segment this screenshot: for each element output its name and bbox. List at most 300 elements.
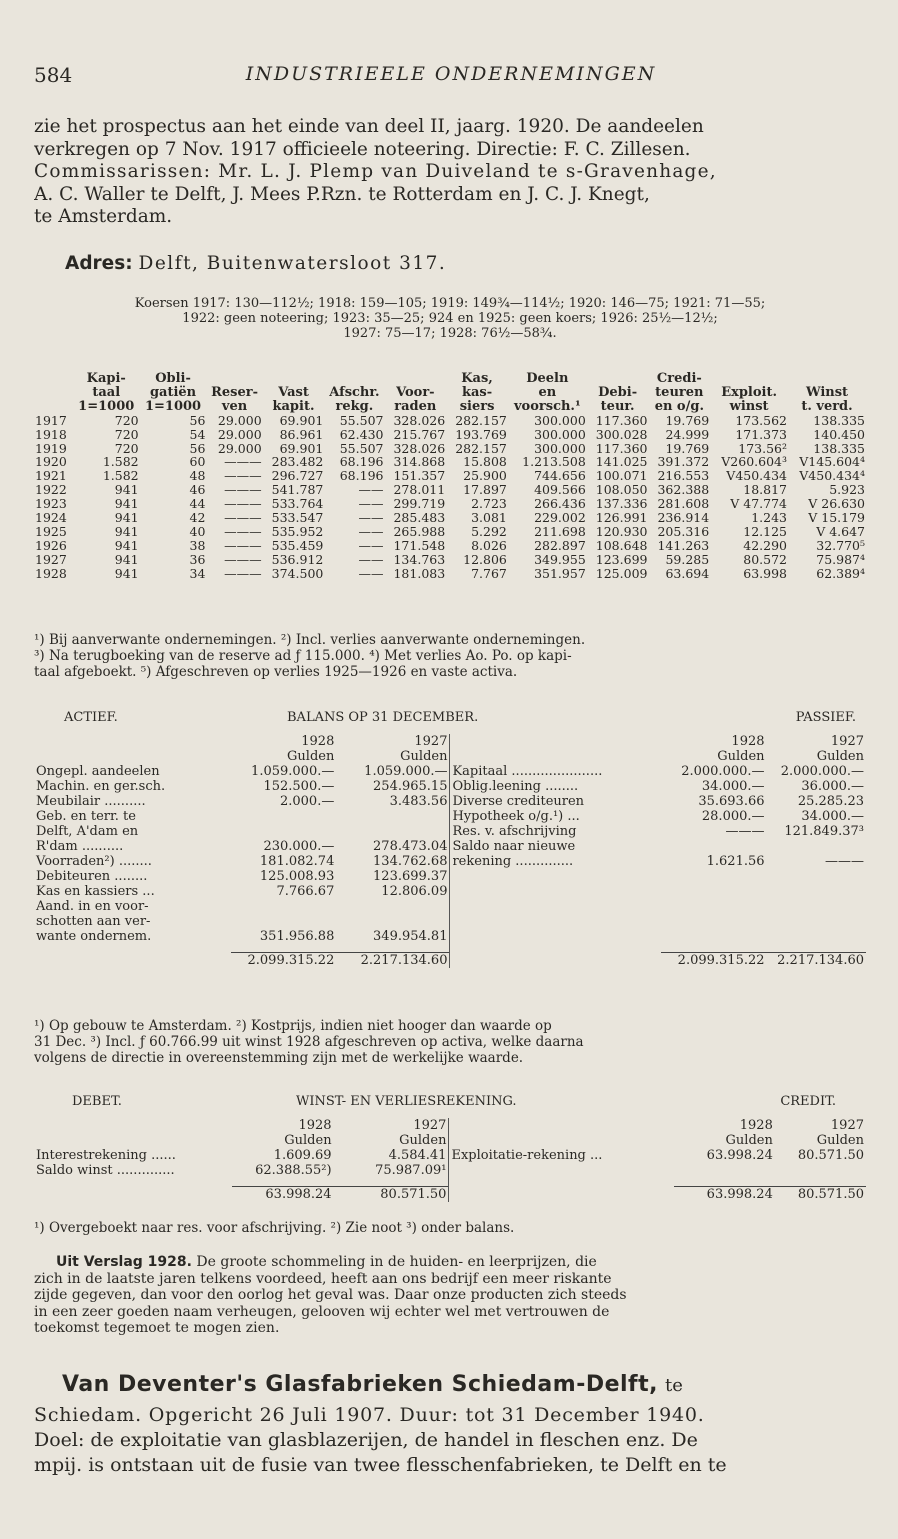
table-cell: 80.571.50 xyxy=(797,1148,864,1163)
table-cell: 941 xyxy=(114,551,139,567)
table-cell: 34.000.— xyxy=(701,779,765,794)
table-header-cell xyxy=(324,372,384,386)
table-cell: Diverse crediteuren xyxy=(450,794,661,809)
table-row xyxy=(34,914,866,929)
total-cell: 2.099.315.22 xyxy=(661,953,767,969)
table-cell: Aand. in en voor- xyxy=(36,899,149,914)
koersen-line: 1927: 75—17; 1928: 76½—58¾. xyxy=(343,326,557,341)
table-cell: 171.548 xyxy=(393,537,446,553)
table-header-cell xyxy=(34,386,73,400)
table-cell xyxy=(450,884,661,899)
table-cell xyxy=(334,1178,449,1187)
table-header-cell: Kapi- xyxy=(86,371,126,386)
table-cell: 55.507 xyxy=(339,412,384,428)
koersen-line: Koersen 1917: 130—112½; 1918: 159—105; 1919: 149¾—114½; 1920: 146—75; 1921: 71—55; xyxy=(134,296,766,311)
table-row xyxy=(34,428,866,442)
footnote-line: taal afgeboekt. ⁵) Afgeschreven op verlies 1925—1926 en vaste activa. xyxy=(34,664,518,680)
table-header-cell xyxy=(34,400,73,414)
table-cell: —— xyxy=(358,510,384,526)
table-cell: Geb. en terr. te xyxy=(36,809,136,824)
table-cell: 328.026 xyxy=(393,412,446,428)
table-cell xyxy=(674,1178,775,1187)
table-cell: 285.483 xyxy=(393,510,446,526)
table-cell: 15.808 xyxy=(463,454,507,470)
table-cell: 62.388.55²) xyxy=(255,1163,332,1178)
table-cell: ——— xyxy=(224,565,262,581)
table-cell: V 47.774 xyxy=(730,496,788,512)
table-cell: 2.000.000.— xyxy=(780,764,864,779)
table-cell: 126.991 xyxy=(595,510,648,526)
table-cell: 123.699 xyxy=(595,551,648,567)
table-header-cell: Gulden xyxy=(816,1133,864,1148)
table-row xyxy=(34,779,866,794)
table-cell: 1925 xyxy=(35,523,67,539)
table-row xyxy=(34,1163,866,1178)
table-header-cell: Gulden xyxy=(399,1133,447,1148)
table-cell: 254.965.15 xyxy=(373,779,448,794)
table-cell: 1.582 xyxy=(102,468,139,484)
table-row xyxy=(34,483,866,497)
table-total-row xyxy=(34,953,866,969)
table-header-cell xyxy=(34,749,231,764)
table-cell: 941 xyxy=(114,537,139,553)
verslag-line: De groote schommeling in de huiden- en leerprijzen, die xyxy=(196,1254,597,1270)
table-header-cell: raden xyxy=(394,398,437,414)
table-cell xyxy=(231,914,337,929)
table-cell: 7.767 xyxy=(471,565,507,581)
table-cell xyxy=(661,914,767,929)
table-cell xyxy=(34,1178,232,1187)
table-header-cell: 1928 xyxy=(731,734,765,749)
table-cell: 125.009 xyxy=(595,565,648,581)
table-cell: Hypotheek o/g.¹) ... xyxy=(450,809,661,824)
table-cell: 351.957 xyxy=(534,565,586,581)
table-cell xyxy=(231,809,337,824)
table-header-cell: 1927 xyxy=(414,734,448,749)
table-cell: 349.954.81 xyxy=(373,929,448,944)
table-cell: 35.693.66 xyxy=(698,794,765,809)
table-cell: 19.769 xyxy=(665,440,710,456)
table-cell: 1927 xyxy=(35,551,67,567)
table-cell: rekening .............. xyxy=(450,854,661,869)
table-spacer-row xyxy=(34,1178,866,1187)
table-cell: 151.357 xyxy=(393,468,446,484)
intro-line: Commissarissen: Mr. L. J. Plemp van Duiveland te s-Gravenhage, xyxy=(34,161,717,182)
table-cell: 137.336 xyxy=(595,496,648,512)
table-cell: 56 xyxy=(189,440,206,456)
table-cell xyxy=(775,1178,866,1187)
table-row xyxy=(34,869,866,884)
table-cell xyxy=(767,914,866,929)
table-cell: 29.000 xyxy=(217,440,262,456)
table-cell: schotten aan ver- xyxy=(36,914,151,929)
table-header-cell: Deeln xyxy=(526,371,569,386)
table-header-cell: 1928 xyxy=(739,1118,773,1133)
table-cell: 140.450 xyxy=(813,426,865,442)
table-cell: 25.285.23 xyxy=(797,794,864,809)
table-cell: 8.026 xyxy=(471,537,507,553)
table-cell: 181.082.74 xyxy=(259,854,335,869)
table-cell: 117.360 xyxy=(595,412,648,428)
table-cell: 40 xyxy=(189,523,206,539)
table-row xyxy=(34,553,866,567)
table-cell: 300.000 xyxy=(534,426,586,442)
table-cell: 5.292 xyxy=(471,523,507,539)
table-header-cell: 1928 xyxy=(298,1118,332,1133)
table-cell: 282.897 xyxy=(534,537,586,553)
table-cell xyxy=(450,929,661,944)
table-cell: wante ondernem. xyxy=(36,929,152,944)
table-cell: 108.648 xyxy=(595,537,648,553)
table-row xyxy=(34,929,866,944)
table-row xyxy=(34,442,866,456)
table-header-cell: ven xyxy=(221,398,248,414)
address-label: Adres: xyxy=(65,253,133,274)
table-header-row xyxy=(34,400,866,414)
table-cell: 229.002 xyxy=(534,510,586,526)
table-cell: 720 xyxy=(114,440,139,456)
address-line xyxy=(65,253,865,276)
table-cell: 374.500 xyxy=(271,565,324,581)
table-cell: 12.806.09 xyxy=(381,884,448,899)
table-cell: 5.923 xyxy=(829,482,865,498)
table-cell: 3.081 xyxy=(471,510,507,526)
table-cell: ——— xyxy=(224,496,262,512)
table-cell: 2.000.000.— xyxy=(681,764,765,779)
verslag-line: zijde gegeven, dan voor den oorlog het geval was. Daar onze producten zich steeds xyxy=(34,1287,627,1303)
verslag-line: zich in de laatste jaren telkens voordeed, heeft aan ons bedrijf een meer riskante xyxy=(34,1270,612,1287)
table-cell: 34.000.— xyxy=(801,809,864,824)
table-cell: ——— xyxy=(224,482,262,498)
footnote-line: ¹) Bij aanverwante ondernemingen. ²) Incl. verlies aanverwante ondernemingen. xyxy=(34,632,586,648)
table-cell: 181.083 xyxy=(393,565,446,581)
table-cell xyxy=(34,1187,232,1203)
table-cell: V145.604⁴ xyxy=(799,454,865,470)
table-header-cell: Voor- xyxy=(396,384,435,400)
table-cell: 55.507 xyxy=(339,440,384,456)
table-cell: 205.316 xyxy=(657,523,710,539)
table-cell xyxy=(450,914,661,929)
table-header-cell xyxy=(449,1118,674,1133)
table-cell xyxy=(450,953,661,969)
page-number: 584 xyxy=(34,63,73,87)
table-cell: Oblig.leening ........ xyxy=(450,779,661,794)
table-cell: 2.000.— xyxy=(279,794,335,809)
balans-table xyxy=(34,734,866,968)
table-header-cell xyxy=(34,372,73,386)
table-cell: 60 xyxy=(189,454,206,470)
table-row xyxy=(34,525,866,539)
table-row xyxy=(34,899,866,914)
intro-line: zie het prospectus aan het einde van deel II, jaarg. 1920. De aandeelen xyxy=(34,116,704,137)
table-cell: 68.196 xyxy=(339,468,384,484)
table-cell xyxy=(767,884,866,899)
table-header-cell: en o/g. xyxy=(654,398,704,414)
table-header-cell xyxy=(788,372,866,386)
table-cell: 63.998.24 xyxy=(706,1148,773,1163)
table-cell: 108.050 xyxy=(595,482,648,498)
table-cell: 17.897 xyxy=(463,482,507,498)
table-cell: 138.335 xyxy=(813,440,865,456)
table-header-cell: en xyxy=(538,384,557,400)
total-cell: 2.217.134.60 xyxy=(336,953,450,969)
table-cell xyxy=(336,914,450,929)
table-header-cell: 1928 xyxy=(301,734,335,749)
table-cell: 299.719 xyxy=(393,496,446,512)
table-cell: V450.434 xyxy=(726,468,788,484)
table-cell: 278.473.04 xyxy=(373,839,448,854)
table-cell xyxy=(450,869,661,884)
table-spacer-row xyxy=(34,944,866,953)
table-header-cell: teuren xyxy=(655,384,704,400)
table-cell xyxy=(449,1187,674,1203)
table-cell: ——— xyxy=(224,468,262,484)
table-cell: Interestrekening ...... xyxy=(36,1148,176,1163)
table-header-cell: rekg. xyxy=(335,398,374,414)
table-header-row xyxy=(34,1133,866,1148)
table-row xyxy=(34,764,866,779)
table-cell xyxy=(767,899,866,914)
table-cell xyxy=(449,1178,674,1187)
page-header xyxy=(34,63,868,89)
table-cell: 720 xyxy=(114,412,139,428)
table-cell: Kas en kassiers ... xyxy=(36,884,155,899)
table-cell: 1921 xyxy=(35,468,67,484)
table-cell xyxy=(34,953,231,969)
table-cell: —— xyxy=(358,565,384,581)
table-cell: 54 xyxy=(189,426,206,442)
table-cell: 1.243 xyxy=(751,510,788,526)
table-cell: 141.025 xyxy=(595,454,648,470)
table-cell: 62.389⁴ xyxy=(816,565,865,581)
balans-left-title: ACTIEF. xyxy=(64,710,118,725)
table-header-cell: t. verd. xyxy=(801,398,853,414)
table-cell: 29.000 xyxy=(217,412,262,428)
table-row xyxy=(34,854,866,869)
table-cell xyxy=(336,809,450,824)
table-header-cell: gatiën xyxy=(149,384,197,400)
table-cell: ——— xyxy=(725,824,765,839)
table-cell: Voorraden²) ........ xyxy=(36,854,152,869)
table-cell: 533.764 xyxy=(271,496,324,512)
table-header-cell xyxy=(34,734,231,749)
table-cell: 152.500.— xyxy=(263,779,335,794)
table-cell xyxy=(661,929,767,944)
table-row xyxy=(34,469,866,483)
table-header-row xyxy=(34,386,866,400)
table-cell: 120.930 xyxy=(595,523,648,539)
table-cell: 300.028 xyxy=(595,426,648,442)
table-cell: 171.373 xyxy=(735,426,788,442)
table-cell: 19.769 xyxy=(665,412,710,428)
table-header-row xyxy=(34,749,866,764)
table-cell: 236.914 xyxy=(657,510,710,526)
table-cell: 541.787 xyxy=(271,482,324,498)
table-cell: 75.987⁴ xyxy=(816,551,865,567)
table-cell: 1.059.000.— xyxy=(251,764,335,779)
table-row xyxy=(34,794,866,809)
table-cell: 1.582 xyxy=(102,454,139,470)
footnote-line: 31 Dec. ³) Incl. ƒ 60.766.99 uit winst 1928 afgeschreven op activa, welke daarna xyxy=(34,1034,584,1050)
table-header-cell: Winst xyxy=(805,384,849,400)
table-cell: 533.547 xyxy=(271,510,324,526)
total-cell: 80.571.50 xyxy=(775,1187,866,1203)
table-row xyxy=(34,511,866,525)
table-cell: 349.955 xyxy=(534,551,586,567)
table-cell: —— xyxy=(358,482,384,498)
table-cell xyxy=(232,1178,333,1187)
table-cell: 44 xyxy=(189,496,206,512)
table-cell xyxy=(767,944,866,953)
table-cell: 123.699.37 xyxy=(373,869,448,884)
table-cell: 941 xyxy=(114,523,139,539)
balans-right-title: PASSIEF. xyxy=(795,710,856,725)
table-cell: 409.566 xyxy=(534,482,586,498)
table-header-cell: siers xyxy=(459,398,495,414)
table-cell: 1926 xyxy=(35,537,67,553)
table-cell: V260.604³ xyxy=(721,454,788,470)
table-cell xyxy=(661,944,767,953)
table-cell xyxy=(450,944,661,953)
table-header-cell: Kas, xyxy=(461,371,493,386)
table-row xyxy=(34,455,866,469)
table-cell: 266.436 xyxy=(534,496,586,512)
company-line: Doel: de exploitatie van glasblazerijen, de handel in fleschen enz. De xyxy=(34,1429,698,1451)
table-cell: 211.698 xyxy=(534,523,586,539)
table-cell xyxy=(661,884,767,899)
table-cell: 63.998 xyxy=(743,565,788,581)
table-cell: 69.901 xyxy=(279,412,324,428)
table-cell: ——— xyxy=(224,454,262,470)
table-header-cell: 1=1000 xyxy=(78,398,135,414)
table-cell: 1920 xyxy=(35,454,67,470)
table-cell: Kapitaal ...................... xyxy=(450,764,661,779)
table-cell: 283.482 xyxy=(271,454,324,470)
table-cell: 134.762.68 xyxy=(373,854,448,869)
table-header-cell: Obli- xyxy=(155,371,191,386)
table-cell xyxy=(775,1163,866,1178)
table-cell: 1928 xyxy=(35,565,67,581)
table-header-cell: Gulden xyxy=(400,749,448,764)
table-cell: 720 xyxy=(114,426,139,442)
table-cell: Saldo naar nieuwe xyxy=(450,839,661,854)
intro-line: te Amsterdam. xyxy=(34,206,173,227)
table-cell: 12.806 xyxy=(463,551,507,567)
table-cell: Delft, A'dam en xyxy=(36,824,139,839)
table-cell: 138.335 xyxy=(813,412,865,428)
table-header-row xyxy=(34,734,866,749)
table-cell xyxy=(231,944,337,953)
table-header-cell: Gulden xyxy=(284,1133,332,1148)
table-cell: ——— xyxy=(224,523,262,539)
table-header-cell: Afschr. xyxy=(329,384,380,400)
table-cell: 100.071 xyxy=(595,468,648,484)
winst-right-title: CREDIT. xyxy=(780,1094,836,1109)
table-cell: 282.157 xyxy=(455,440,507,456)
table-header-cell xyxy=(587,372,649,386)
table-cell: 744.656 xyxy=(534,468,586,484)
table-cell: 32.770⁵ xyxy=(816,537,865,553)
table-cell: R'dam .......... xyxy=(36,839,124,854)
table-cell xyxy=(336,899,450,914)
table-cell: 941 xyxy=(114,510,139,526)
table-header-cell xyxy=(206,372,262,386)
table-header-cell: Gulden xyxy=(717,749,765,764)
table-cell: 1917 xyxy=(35,412,67,428)
table-header-cell: winst xyxy=(729,398,769,414)
table-cell: V 4.647 xyxy=(816,523,865,539)
table-cell: 3.483.56 xyxy=(389,794,448,809)
verslag-line: toekomst tegemoet te mogen zien. xyxy=(34,1320,280,1336)
table-cell: 351.956.88 xyxy=(259,929,335,944)
table-header-cell xyxy=(263,372,325,386)
table-cell: 24.999 xyxy=(665,426,710,442)
table-cell: ——— xyxy=(224,551,262,567)
table-cell: 391.372 xyxy=(657,454,710,470)
table-cell: 215.767 xyxy=(393,426,446,442)
table-cell: 42.290 xyxy=(743,537,788,553)
table-header-row xyxy=(34,1118,866,1133)
winst-left-title: DEBET. xyxy=(72,1094,122,1109)
table-cell xyxy=(336,824,450,839)
balans-center-title: BALANS OP 31 DECEMBER. xyxy=(287,710,479,725)
table-cell: V 15.179 xyxy=(808,510,865,526)
footnote-line: volgens de directie in overeenstemming zijn met de werkelijke waarde. xyxy=(34,1050,524,1066)
intro-line: verkregen op 7 Nov. 1917 officieele noteering. Directie: F. C. Zillesen. xyxy=(34,138,691,160)
table-cell xyxy=(34,944,231,953)
table-cell: 134.763 xyxy=(393,551,446,567)
table-header-cell xyxy=(34,1118,232,1133)
table-cell: 1918 xyxy=(35,426,67,442)
table-cell: 56 xyxy=(189,412,206,428)
table-cell: ——— xyxy=(825,854,864,869)
table-cell: 75.987.09¹ xyxy=(375,1163,447,1178)
table-row xyxy=(34,539,866,553)
table-header-cell: 1=1000 xyxy=(144,398,202,414)
table-cell: 296.727 xyxy=(271,468,324,484)
table-cell: Saldo winst .............. xyxy=(36,1163,175,1178)
company-line: mpij. is ontstaan uit de fusie van twee flesschenfabrieken, te Delft en te xyxy=(34,1454,727,1476)
table-header-row xyxy=(34,372,866,386)
table-cell xyxy=(674,1163,775,1178)
table-cell: 12.125 xyxy=(743,523,788,539)
table-cell: 1923 xyxy=(35,496,67,512)
table-cell xyxy=(767,869,866,884)
table-cell: 282.157 xyxy=(455,412,507,428)
table-header-cell xyxy=(450,734,661,749)
table-cell: 86.961 xyxy=(279,426,324,442)
table-header-cell: Vast xyxy=(278,384,309,400)
table-cell xyxy=(767,839,866,854)
total-cell: 63.998.24 xyxy=(232,1187,333,1203)
table-row xyxy=(34,1148,866,1163)
table-cell: 36.000.— xyxy=(801,779,864,794)
table-cell: 42 xyxy=(189,510,206,526)
table-cell: 68.196 xyxy=(339,454,384,470)
table-cell xyxy=(231,899,337,914)
table-cell: 18.817 xyxy=(743,482,788,498)
table-cell: 29.000 xyxy=(217,426,262,442)
table-header-cell: kas- xyxy=(461,384,493,400)
table-cell xyxy=(661,869,767,884)
table-cell: 281.608 xyxy=(657,496,710,512)
table-cell: 941 xyxy=(114,565,139,581)
table-cell: V 26.630 xyxy=(808,496,865,512)
table-cell: Exploitatie-rekening ... xyxy=(449,1148,674,1163)
table-header-cell: 1927 xyxy=(830,734,864,749)
intro-paragraph xyxy=(34,116,866,229)
table-cell: 536.912 xyxy=(271,551,324,567)
